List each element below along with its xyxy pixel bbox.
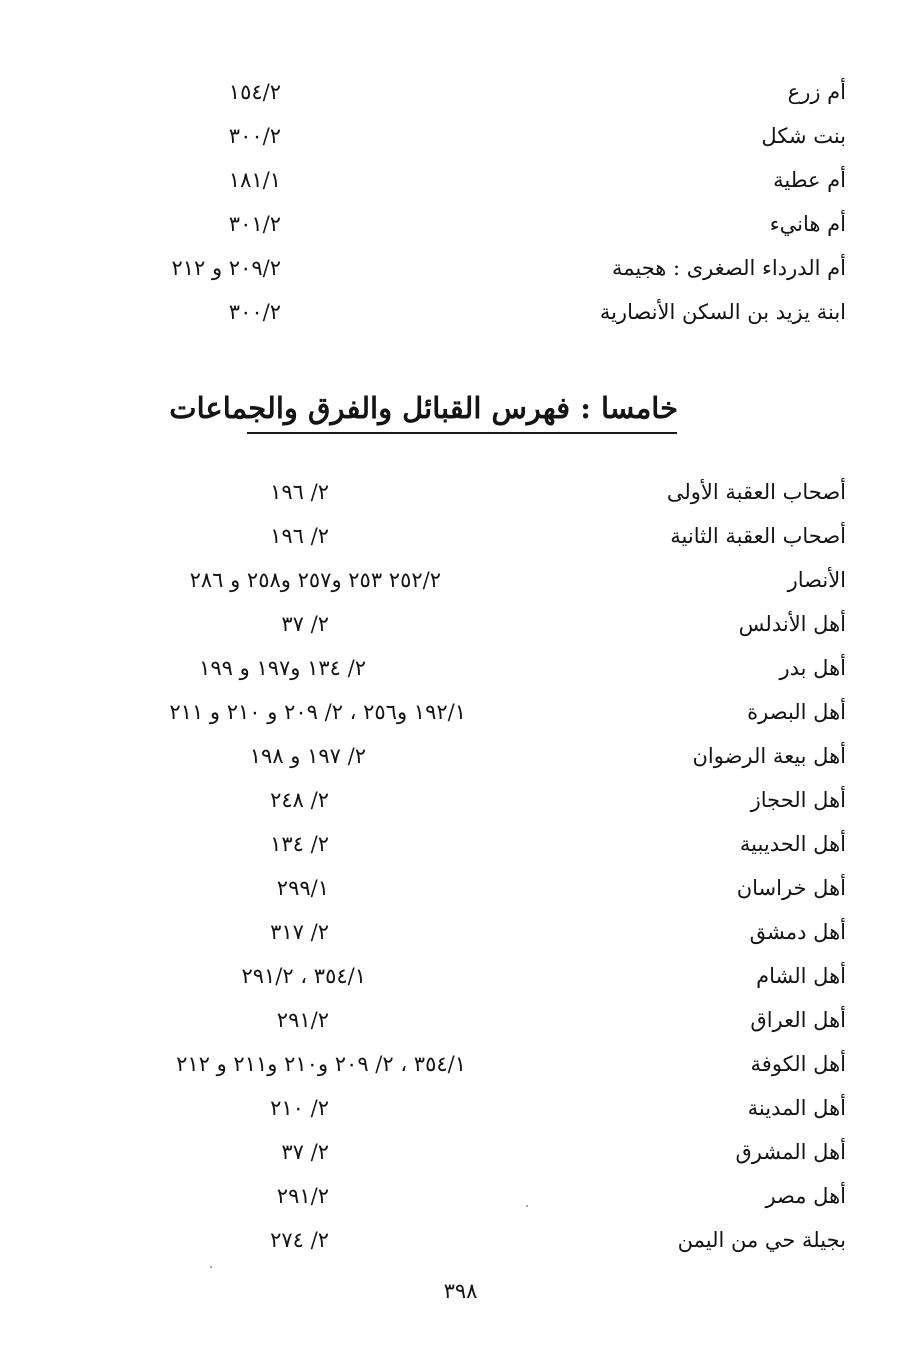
index-row [0,248,921,288]
entry-name: أهل الحجاز [750,788,846,812]
entry-name: أصحاب العقبة الأولى [666,480,846,504]
entry-pages: ٢/ ٢٤٨ [270,788,329,812]
entry-name: أهل دمشق [749,920,846,944]
scan-speck [210,1266,212,1268]
entry-pages: ٣٥٤/١ ، ٢٩١/٢ [241,964,366,988]
entry-name: أم الدرداء الصغرى : هجيمة [611,256,846,280]
entry-pages: ٢/ ٣٧ [281,1140,329,1164]
index-row [0,1220,921,1260]
entry-pages: ٢/ ١٩٦ [270,480,329,504]
entry-name: أهل بدر [779,656,846,680]
entry-pages: ٢/ ٣١٧ [270,920,329,944]
entry-name: أهل الحديبية [739,832,846,856]
entry-pages: ٣٠١/٢ [228,212,281,236]
entry-name: بجيلة حي من اليمن [677,1228,846,1252]
entry-pages: ٢/ ١٩٦ [270,524,329,548]
index-row [0,912,921,952]
entry-name: الأنصار [787,568,846,592]
index-row [0,824,921,864]
entry-pages: ٢/ ٣٧ [281,612,329,636]
entry-name: أم عطية [773,168,846,192]
index-row [0,868,921,908]
index-row [0,604,921,644]
entry-name: أصحاب العقبة الثانية [670,524,846,548]
index-row [0,116,921,156]
index-row [0,516,921,556]
entry-name: أهل المشرق [735,1140,846,1164]
section-title-underline [247,432,677,434]
index-row [0,72,921,112]
index-row [0,1088,921,1128]
entry-pages: ١٨١/١ [228,168,281,192]
entry-name: أهل المدينة [747,1096,846,1120]
page-number: ٣٩٨ [443,1279,478,1303]
entry-pages: ٣٠٠/٢ [228,300,281,324]
entry-pages: ٢٩١/٢ [276,1008,329,1032]
entry-name: أهل الكوفة [750,1052,846,1076]
entry-name: أم زرع [787,80,846,104]
entry-name: أهل الأندلس [738,612,846,636]
index-row [0,1000,921,1040]
entry-pages: ٢/ ٢٧٤ [270,1228,329,1252]
index-row [0,472,921,512]
entry-pages: ٢٩١/٢ [276,1184,329,1208]
index-row [0,1132,921,1172]
entry-pages: ١٥٤/٢ [228,80,281,104]
entry-name: أهل بيعة الرضوان [692,744,846,768]
entry-pages: ٢/ ٢١٠ [270,1096,329,1120]
entry-pages: ٢/ ١٣٤ [270,832,329,856]
entry-pages: ١٩٢/١ و٢٥٦ ، ٢/ ٢٠٩ و ٢١٠ و ٢١١ [169,700,466,724]
index-row [0,780,921,820]
index-row [0,692,921,732]
entry-pages: ٢٠٩/٢ و ٢١٢ [171,256,281,280]
index-row [0,736,921,776]
index-row [0,1176,921,1216]
index-row [0,956,921,996]
index-row [0,292,921,332]
index-row [0,160,921,200]
index-row [0,204,921,244]
entry-pages: ٣٥٤/١ ، ٢/ ٢٠٩ و٢١٠ و٢١١ و ٢١٢ [176,1052,466,1076]
entry-name: أهل العراق [750,1008,846,1032]
entry-pages: ٢٥٢/٢ ٢٥٣ و٢٥٧ و٢٥٨ و ٢٨٦ [189,568,441,592]
entry-name: أهل خراسان [736,876,846,900]
index-row [0,560,921,600]
entry-name: أم هانيء [769,212,846,236]
entry-pages: ٢/ ١٩٧ و ١٩٨ [249,744,366,768]
entry-name: أهل مصر [765,1184,846,1208]
entry-name: ابنة يزيد بن السكن الأنصارية [599,300,846,324]
entry-name: بنت شكل [761,124,846,148]
entry-pages: ٣٠٠/٢ [228,124,281,148]
entry-pages: ٢/ ١٣٤ و١٩٧ و ١٩٩ [199,656,366,680]
section-title: خامسا : فهرس القبائل والفرق والجماعات [169,391,678,425]
index-row [0,1044,921,1084]
entry-pages: ٢٩٩/١ [276,876,329,900]
entry-name: أهل البصرة [747,700,846,724]
entry-name: أهل الشام [756,964,846,988]
scan-speck [526,1205,528,1207]
index-row [0,648,921,688]
